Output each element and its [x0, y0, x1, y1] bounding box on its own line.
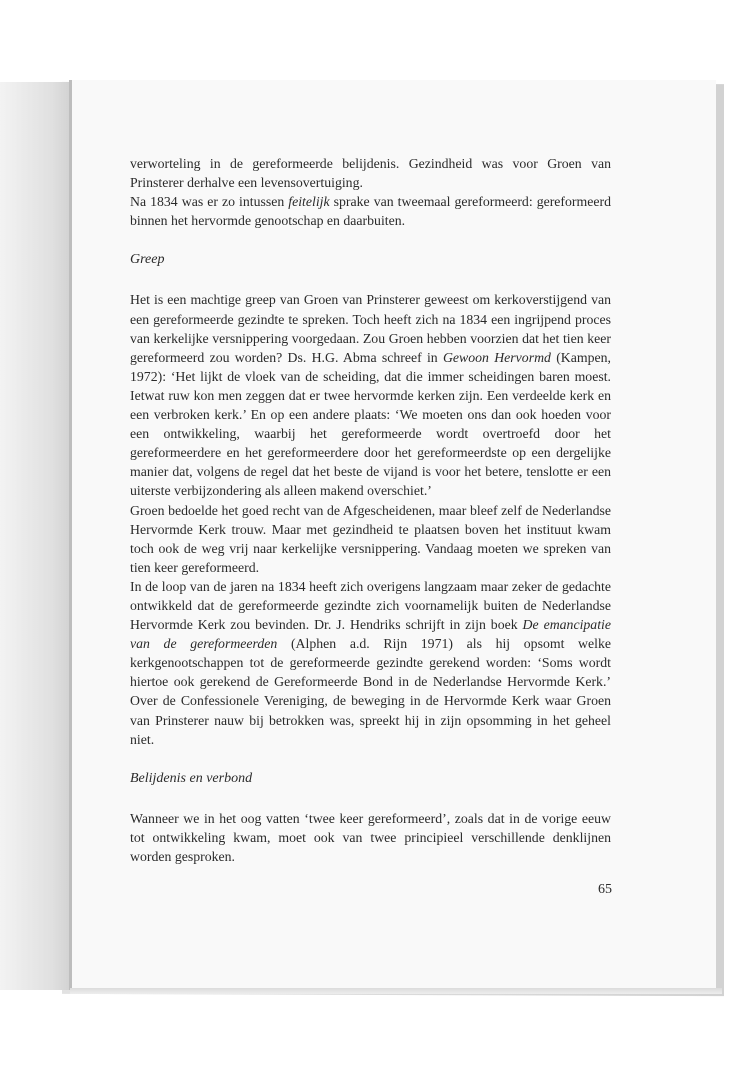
- paragraph-1: verworteling in de gereformeerde belijdenis. Gezindheid was voor Groen van Prinsterer derhalve een levensovertuiging.: [130, 156, 611, 191]
- previous-page-edge: [0, 82, 74, 990]
- page-number: 65: [598, 882, 612, 897]
- heading-belijdenis-en-verbond: Belijdenis en verbond: [130, 770, 253, 786]
- paragraph-3: Het is een machtige greep van Groen van Prinsterer geweest om kerkoverstijgend van een gereformeerde gezindte te spreken. Toch heeft zich na 1834 een ingrijpend proces van kerkelijke versnippering voorgedaan. Zou Groen hebben voorzien dat het tien keer gereformeerd zou worden? Ds. H.G. Abma schreef in Gewoon Hervormd (Kampen, 1972): ‘Het lijkt de vloek van de scheiding, dat die immer scheidingen baren moest. Ietwat ruw kon men zeggen dat er twee hervormde kerken zijn. Een verdeelde kerk en een verbroken kerk.’ En op een andere plaats: ‘We moeten ons dan ook hoeden voor een ontwikkeling, waarbij het gereformeerde wordt overtroefd door het gereformeerdere en het gereformeerdere door het gereformeerdste op een dergelijke manier dat, volgens de regel dat het beste de vijand is voor het betere, tenslotte er een uiterste verbijzondering als alleen makend overschiet.’: [130, 292, 611, 499]
- paragraph-2: Na 1834 was er zo intussen feitelijk sprake van tweemaal gereformeerd: gereformeerd binnen het hervormde genootschap en daarbuiten.: [130, 194, 611, 229]
- body-text: [130, 154, 611, 866]
- paragraph-6: Wanneer we in het oog vatten ‘twee keer gereformeerd’, zoals dat in de vorige eeuw tot ontwikkeling kwam, moet ook van twee principieel verschillende denklijnen worden gesproken.: [130, 810, 611, 864]
- title-gewoon-hervormd: Gewoon Hervormd: [442, 349, 551, 365]
- page-bottom-edge: [70, 988, 722, 994]
- paragraph-5: In de loop van de jaren na 1834 heeft zich overigens langzaam maar zeker de gedachte ontwikkeld dat de gereformeerde gezindte zich voornamelijk buiten de Nederlandse Hervormde Kerk zou bevinden. Dr. J. Hendriks schrijft in zijn boek De emancipatie van de gereformeerden (Alphen a.d. Rijn 1971) als hij opsomt welke kerkgenootschappen tot de gereformeerde gezindte gerekend worden: ‘Soms wordt hiertoe ook gerekend de Gereformeerde Bond in de Nederlandse Hervormde Kerk.’ Over de Confessionele Vereniging, de beweging in de Hervormde Kerk waar Groen van Prinsterer nauw bij betrokken was, spreekt hij in zijn opsomming in het geheel niet.: [130, 578, 611, 747]
- emphasis-feitelijk: feitelijk: [288, 194, 330, 210]
- book-spine: [69, 80, 72, 990]
- heading-greep: Greep: [130, 252, 165, 268]
- title-de-emancipatie: De emancipatie van de gereformeerden: [130, 617, 611, 652]
- paragraph-4: Groen bedoelde het goed recht van de Afgescheidenen, maar bleef zelf de Nederlandse Hervormde Kerk trouw. Maar met gezindheid te plaatsen boven het instituut kwam toch ook de weg vrij naar kerkelijke versnippering. Vandaag moeten we spreken van tien keer gereformeerd.: [130, 502, 611, 575]
